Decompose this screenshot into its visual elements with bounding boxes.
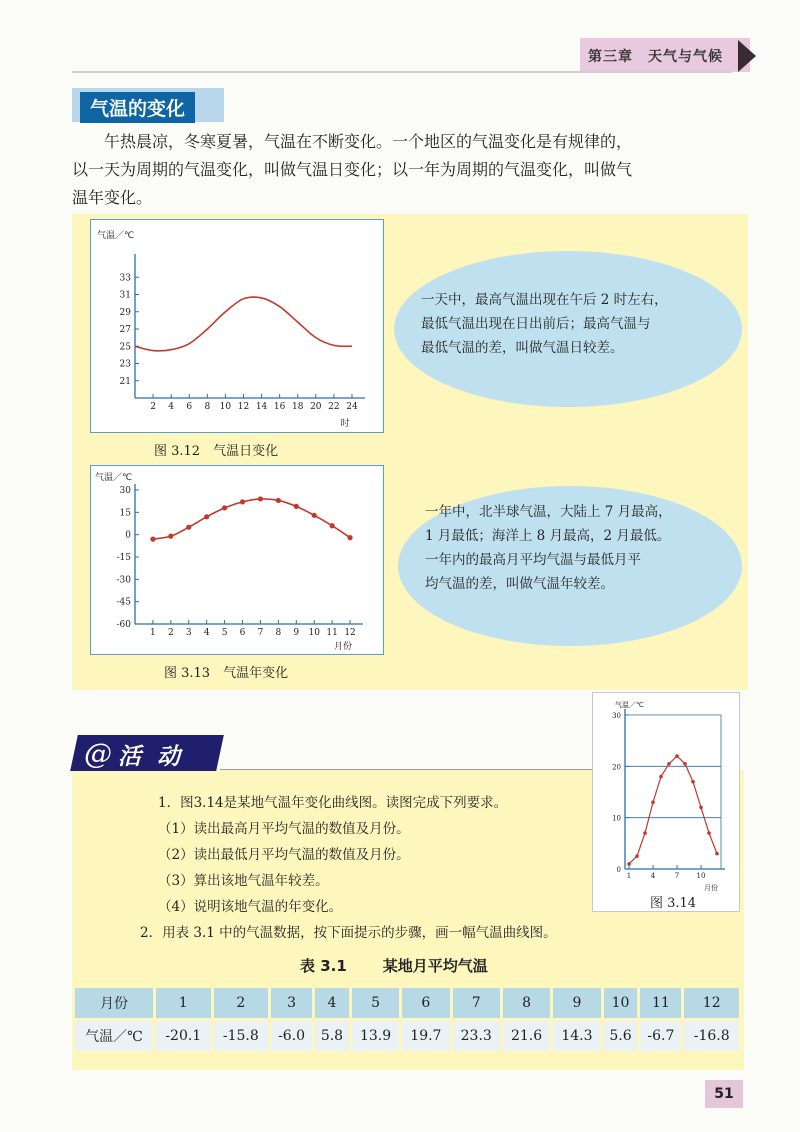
y-tick-label: -60 xyxy=(116,620,131,630)
data-point xyxy=(659,775,663,779)
y-tick-label: 27 xyxy=(119,325,131,335)
y-tick-label: -30 xyxy=(116,575,131,586)
x-axis-label: 月份 xyxy=(333,642,353,652)
temp-cell: -16.8 xyxy=(684,1021,739,1051)
y-tick-label: 33 xyxy=(119,273,131,284)
subtask: （1）读出最高月平均气温的数值及月份。 xyxy=(158,821,410,837)
x-tick-label: 20 xyxy=(310,402,322,412)
month-cell: 2 xyxy=(214,988,269,1018)
month-cell: 1 xyxy=(156,988,211,1018)
annual-range-note xyxy=(425,500,672,596)
row-header-temp: 气温／℃ xyxy=(75,1021,153,1051)
month-cell: 12 xyxy=(684,988,739,1018)
y-tick-label: 30 xyxy=(612,712,621,720)
x-tick-label: 18 xyxy=(291,402,304,412)
table-row-months xyxy=(75,988,739,1018)
y-tick-label: 21 xyxy=(119,376,131,387)
temp-cell: 19.7 xyxy=(402,1021,449,1051)
y-axis-label: 气温／℃ xyxy=(95,473,133,483)
x-axis-label: 时 xyxy=(340,419,350,429)
data-point xyxy=(150,537,155,542)
month-cell: 10 xyxy=(604,988,638,1018)
x-tick-label: 5 xyxy=(221,628,228,638)
task-2: 2．用表 3.1 中的气温数据，按下面提示的步骤，画一幅气温曲线图。 xyxy=(140,925,557,941)
subtask: （4）说明该地气温的年变化。 xyxy=(158,899,343,915)
note-line: 一年内的最高月平均气温与最低月平 xyxy=(425,552,641,568)
x-tick-label: 12 xyxy=(344,628,356,638)
x-tick-label: 22 xyxy=(328,402,340,412)
y-tick-label: 30 xyxy=(119,486,131,496)
data-point xyxy=(667,762,671,766)
y-tick-label: 0 xyxy=(125,530,131,541)
x-tick-label: 16 xyxy=(273,402,286,412)
y-tick-label: 15 xyxy=(119,508,131,519)
figure-3-14-svg xyxy=(593,693,739,911)
x-tick-label: 8 xyxy=(275,628,282,638)
x-tick-label: 4 xyxy=(650,872,656,880)
data-point xyxy=(675,754,679,758)
temp-cell: 5.8 xyxy=(315,1021,349,1051)
series-line xyxy=(153,499,350,539)
paragraph-line: 以一天为周期的气温变化，叫做气温日变化；以一年为周期的气温变化，叫做气 xyxy=(72,160,633,179)
data-point xyxy=(312,513,317,518)
table-row-temps xyxy=(75,1021,739,1051)
y-tick-label: -15 xyxy=(116,553,131,563)
data-point xyxy=(643,831,647,835)
x-tick-label: 6 xyxy=(239,628,246,638)
row-header-month: 月份 xyxy=(75,988,153,1018)
data-point xyxy=(222,505,227,510)
data-point xyxy=(699,806,703,810)
x-tick-label: 2 xyxy=(167,628,174,638)
figure-3-13-caption: 图 3.13 气温年变化 xyxy=(164,666,289,681)
x-tick-label: 1 xyxy=(626,872,632,880)
temp-cell: 14.3 xyxy=(553,1021,600,1051)
temp-cell: 21.6 xyxy=(503,1021,550,1051)
data-point xyxy=(651,800,655,804)
task-1: 1．图3.14是某地气温年变化曲线图。读图完成下列要求。 xyxy=(158,795,508,811)
x-tick-label: 14 xyxy=(255,402,268,412)
temp-cell: 13.9 xyxy=(352,1021,399,1051)
note-line: 均气温的差，叫做气温年较差。 xyxy=(425,576,614,592)
y-tick-label: 23 xyxy=(119,359,131,370)
data-point xyxy=(715,852,719,856)
x-tick-label: 10 xyxy=(219,402,232,412)
activity-task-list xyxy=(158,790,507,920)
temp-cell: -20.1 xyxy=(156,1021,211,1051)
data-point xyxy=(330,523,335,528)
y-axis-label: 气温／℃ xyxy=(615,701,644,709)
x-axis-label: 月份 xyxy=(704,884,718,892)
intro-paragraph xyxy=(72,128,744,212)
chapter-header-arrow-icon xyxy=(738,40,756,72)
temp-cell: -6.7 xyxy=(640,1021,681,1051)
table-caption: 某地月平均气温 xyxy=(382,957,488,975)
y-tick-label: 0 xyxy=(616,866,621,874)
data-point xyxy=(258,496,263,501)
month-cell: 6 xyxy=(402,988,449,1018)
x-tick-label: 1 xyxy=(150,628,156,638)
figure-3-14-caption: 图 3.14 xyxy=(650,896,697,911)
temp-cell: 5.6 xyxy=(604,1021,638,1051)
month-cell: 4 xyxy=(315,988,349,1018)
note-line: 一天中，最高气温出现在午后 2 时左右， xyxy=(421,292,668,308)
temp-cell: 23.3 xyxy=(453,1021,500,1051)
figure-3-14-chart xyxy=(592,692,740,912)
table-title xyxy=(300,955,488,976)
page-number: 51 xyxy=(705,1080,743,1108)
month-cell: 9 xyxy=(553,988,600,1018)
chapter-header-title: 第三章 天气与气候 xyxy=(588,49,723,65)
x-tick-label: 10 xyxy=(696,872,706,880)
section-title: 气温的变化 xyxy=(80,92,195,123)
series-line xyxy=(629,756,717,864)
daily-temperature-svg xyxy=(91,220,383,432)
subtask: （3）算出该地气温年较差。 xyxy=(158,873,329,889)
x-tick-label: 2 xyxy=(150,402,156,412)
activity-badge-label: 活 动 xyxy=(118,744,185,770)
x-tick-label: 7 xyxy=(674,872,680,880)
daily-range-note xyxy=(421,288,668,360)
y-tick-label: -45 xyxy=(116,597,131,608)
x-tick-label: 24 xyxy=(346,402,358,412)
figure-3-12-caption: 图 3.12 气温日变化 xyxy=(154,444,279,459)
paragraph-line: 温年变化。 xyxy=(72,188,153,207)
x-tick-label: 4 xyxy=(203,628,210,638)
data-point xyxy=(186,525,191,530)
data-point xyxy=(635,854,639,858)
y-tick-label: 25 xyxy=(119,342,131,353)
data-point xyxy=(240,499,245,504)
note-line: 最低气温出现在日出前后；最高气温与 xyxy=(421,316,651,332)
x-tick-label: 9 xyxy=(293,628,300,638)
annual-temperature-svg xyxy=(91,466,383,654)
x-tick-label: 8 xyxy=(204,402,211,412)
data-point xyxy=(683,762,687,766)
data-point xyxy=(627,862,631,866)
note-line: 一年中，北半球气温，大陆上 7 月最高， xyxy=(425,504,672,520)
data-point xyxy=(691,780,695,784)
month-cell: 3 xyxy=(271,988,312,1018)
data-point xyxy=(276,498,281,503)
y-tick-label: 20 xyxy=(612,763,621,772)
data-point xyxy=(347,535,352,540)
table-number: 表 3.1 xyxy=(300,957,347,975)
y-axis-label: 气温／℃ xyxy=(97,231,135,241)
data-point xyxy=(168,534,173,539)
data-point xyxy=(707,831,711,835)
paragraph-line: 午热晨凉，冬寒夏暑，气温在不断变化。一个地区的气温变化是有规律的， xyxy=(104,132,633,151)
month-cell: 11 xyxy=(640,988,681,1018)
x-tick-label: 7 xyxy=(257,628,264,638)
daily-temperature-chart xyxy=(90,219,384,433)
activity-rule xyxy=(220,769,600,770)
x-tick-label: 10 xyxy=(308,628,320,638)
annual-temperature-chart xyxy=(90,465,384,655)
temp-cell: -6.0 xyxy=(271,1021,312,1051)
series-line xyxy=(135,297,352,351)
data-point xyxy=(294,504,299,509)
month-cell: 7 xyxy=(453,988,500,1018)
note-line: 最低气温的差，叫做气温日较差。 xyxy=(421,340,624,356)
note-line: 1 月最低；海洋上 8 月最高，2 月最低。 xyxy=(425,528,671,544)
x-tick-label: 4 xyxy=(168,402,175,412)
y-tick-label: 31 xyxy=(119,290,131,301)
monthly-temperature-table xyxy=(72,985,742,1054)
activity-swirl-icon: @ xyxy=(84,737,112,770)
y-tick-label: 29 xyxy=(119,307,131,318)
data-point xyxy=(204,514,209,519)
x-tick-label: 6 xyxy=(186,402,193,412)
y-tick-label: 10 xyxy=(612,814,621,823)
x-tick-label: 3 xyxy=(185,628,192,638)
x-tick-label: 12 xyxy=(237,402,250,412)
header-rule xyxy=(72,71,732,73)
month-cell: 8 xyxy=(503,988,550,1018)
x-tick-label: 11 xyxy=(326,628,338,638)
month-cell: 5 xyxy=(352,988,399,1018)
subtask: （2）读出最低月平均气温的数值及月份。 xyxy=(158,847,410,863)
temp-cell: -15.8 xyxy=(214,1021,269,1051)
